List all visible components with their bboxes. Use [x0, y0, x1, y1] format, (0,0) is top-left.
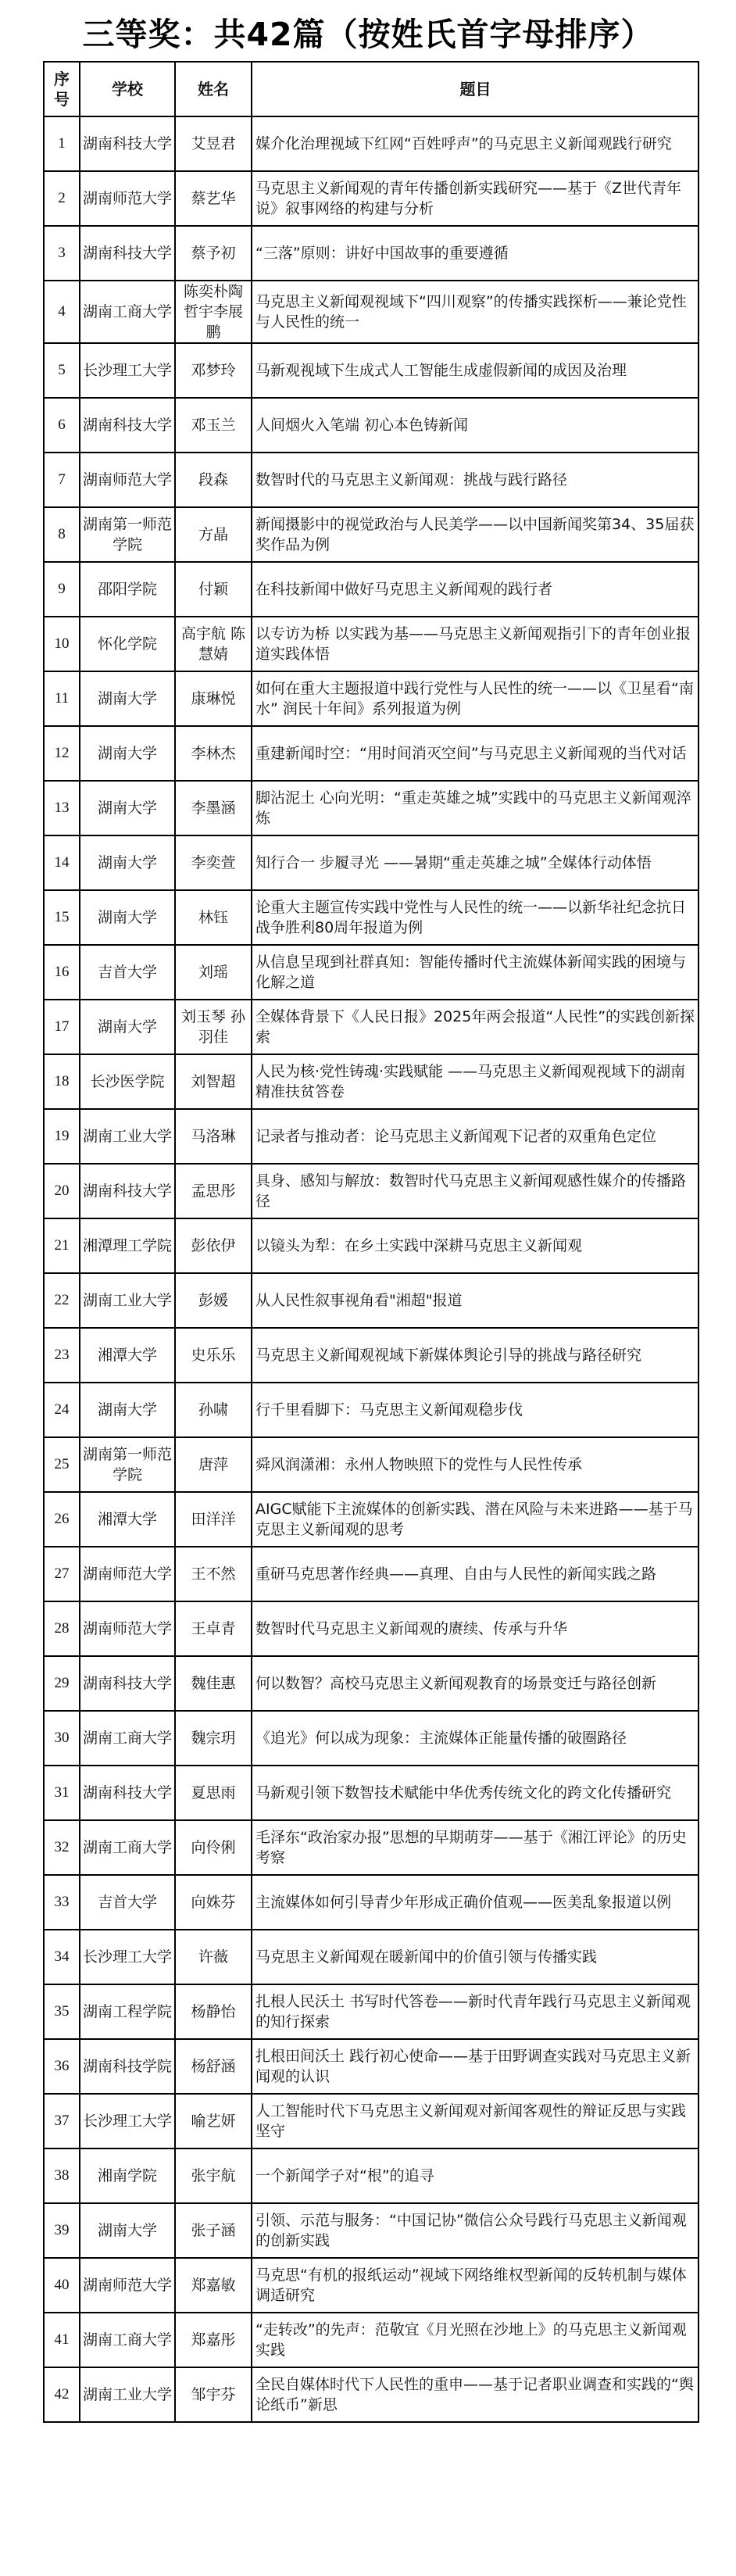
row-name: 艾昱君	[175, 116, 252, 171]
row-title: 以镜头为犁：在乡土实践中深耕马克思主义新闻观	[252, 1218, 698, 1273]
row-title: 数智时代的马克思主义新闻观：挑战与践行路径	[252, 453, 698, 507]
row-name: 林钰	[175, 890, 252, 945]
table-row	[44, 1383, 698, 1437]
table-row	[44, 1492, 698, 1547]
row-number: 6	[44, 398, 80, 453]
row-school: 湖南工程学院	[80, 1984, 175, 2039]
row-name: 付颖	[175, 562, 252, 617]
table-row	[44, 1109, 698, 1164]
row-school: 邵阳学院	[80, 562, 175, 617]
row-name: 唐萍	[175, 1437, 252, 1492]
row-school: 湖南大学	[80, 671, 175, 726]
row-number: 22	[44, 1273, 80, 1328]
row-title: 人间烟火入笔端 初心本色铸新闻	[252, 398, 698, 453]
table-row	[44, 1766, 698, 1820]
row-number: 21	[44, 1218, 80, 1273]
row-school: 湖南师范大学	[80, 2258, 175, 2313]
table-row	[44, 726, 698, 781]
row-title: 马克思主义新闻观视域下新媒体舆论引导的挑战与路径研究	[252, 1328, 698, 1383]
row-name: 向伶俐	[175, 1820, 252, 1875]
row-name: 魏佳惠	[175, 1656, 252, 1711]
row-number: 40	[44, 2258, 80, 2313]
row-title: 何以数智？高校马克思主义新闻观教育的场景变迁与路径创新	[252, 1656, 698, 1711]
table-row	[44, 171, 698, 226]
row-name: 夏思雨	[175, 1766, 252, 1820]
table-row	[44, 1054, 698, 1109]
row-title: 记录者与推动者：论马克思主义新闻观下记者的双重角色定位	[252, 1109, 698, 1164]
row-school: 湖南工业大学	[80, 1109, 175, 1164]
row-title: 毛泽东“政治家办报”思想的早期萌芽——基于《湘江评论》的历史考察	[252, 1820, 698, 1875]
row-school: 长沙理工大学	[80, 343, 175, 398]
row-school: 湖南工商大学	[80, 1711, 175, 1766]
row-name: 蔡艺华	[175, 171, 252, 226]
row-number: 25	[44, 1437, 80, 1492]
row-name: 王卓青	[175, 1601, 252, 1656]
row-school: 长沙理工大学	[80, 2094, 175, 2148]
table-row	[44, 781, 698, 835]
row-name: 张宇航	[175, 2148, 252, 2203]
row-school: 湘潭大学	[80, 1328, 175, 1383]
row-number: 27	[44, 1547, 80, 1601]
row-title: 马克思主义新闻观的青年传播创新实践研究——基于《Z世代青年说》叙事网络的构建与分析	[252, 171, 698, 226]
row-title: 全媒体背景下《人民日报》2025年两会报道“人民性”的实践创新探索	[252, 1000, 698, 1054]
row-school: 怀化学院	[80, 617, 175, 671]
row-number: 37	[44, 2094, 80, 2148]
table-row	[44, 1601, 698, 1656]
row-name: 郑嘉彤	[175, 2313, 252, 2367]
row-name: 彭媛	[175, 1273, 252, 1328]
row-title: 从信息呈现到社群真知：智能传播时代主流媒体新闻实践的困境与化解之道	[252, 945, 698, 1000]
row-name: 康琳悦	[175, 671, 252, 726]
row-title: “三落”原则：讲好中国故事的重要遵循	[252, 226, 698, 281]
row-school: 湖南工商大学	[80, 1820, 175, 1875]
row-number: 9	[44, 562, 80, 617]
row-title: 数智时代马克思主义新闻观的赓续、传承与升华	[252, 1601, 698, 1656]
row-school: 湖南工商大学	[80, 2313, 175, 2367]
row-name: 孙啸	[175, 1383, 252, 1437]
table-row	[44, 1000, 698, 1054]
header-school: 学校	[80, 62, 175, 116]
row-school: 湖南科技大学	[80, 116, 175, 171]
row-number: 24	[44, 1383, 80, 1437]
row-name: 邓梦玲	[175, 343, 252, 398]
row-number: 31	[44, 1766, 80, 1820]
row-number: 35	[44, 1984, 80, 2039]
row-number: 26	[44, 1492, 80, 1547]
row-number: 7	[44, 453, 80, 507]
row-name: 李墨涵	[175, 781, 252, 835]
table-row	[44, 835, 698, 890]
row-school: 湖南大学	[80, 890, 175, 945]
row-number: 3	[44, 226, 80, 281]
row-title: 脚沾泥土 心向光明：“重走英雄之城”实践中的马克思主义新闻观淬炼	[252, 781, 698, 835]
row-name: 郑嘉敏	[175, 2258, 252, 2313]
row-school: 湖南大学	[80, 726, 175, 781]
row-school: 湖南工业大学	[80, 2367, 175, 2422]
row-number: 30	[44, 1711, 80, 1766]
row-title: 重建新闻时空：“用时间消灭空间”与马克思主义新闻观的当代对话	[252, 726, 698, 781]
row-name: 杨舒涵	[175, 2039, 252, 2094]
row-title: 在科技新闻中做好马克思主义新闻观的践行者	[252, 562, 698, 617]
row-title: 新闻摄影中的视觉政治与人民美学——以中国新闻奖第34、35届获奖作品为例	[252, 507, 698, 562]
table-row	[44, 1273, 698, 1328]
row-name: 刘玉琴 孙羽佳	[175, 1000, 252, 1054]
row-number: 19	[44, 1109, 80, 1164]
row-school: 湖南大学	[80, 1000, 175, 1054]
row-title: 马克思主义新闻观视域下“四川观察”的传播实践探析——兼论党性与人民性的统一	[252, 281, 698, 343]
row-name: 李奕萱	[175, 835, 252, 890]
table-row	[44, 2148, 698, 2203]
row-title: 一个新闻学子对“根”的追寻	[252, 2148, 698, 2203]
row-name: 王不然	[175, 1547, 252, 1601]
row-title: 从人民性叙事视角看"湘超"报道	[252, 1273, 698, 1328]
row-school: 湖南工业大学	[80, 1273, 175, 1328]
row-number: 42	[44, 2367, 80, 2422]
row-number: 39	[44, 2203, 80, 2258]
row-number: 32	[44, 1820, 80, 1875]
table-row	[44, 1984, 698, 2039]
row-school: 湖南第一师范学院	[80, 507, 175, 562]
header-name: 姓名	[175, 62, 252, 116]
table-row	[44, 116, 698, 171]
row-title: 引领、示范与服务：“中国记协”微信公众号践行马克思主义新闻观的创新实践	[252, 2203, 698, 2258]
row-title: 扎根人民沃土 书写时代答卷——新时代青年践行马克思主义新闻观的知行探索	[252, 1984, 698, 2039]
table-row	[44, 2039, 698, 2094]
row-title: 马克思“有机的报纸运动”视域下网络维权型新闻的反转机制与媒体调适研究	[252, 2258, 698, 2313]
row-name: 邹宇芬	[175, 2367, 252, 2422]
row-number: 36	[44, 2039, 80, 2094]
row-number: 17	[44, 1000, 80, 1054]
row-name: 段森	[175, 453, 252, 507]
row-school: 湖南科技学院	[80, 2039, 175, 2094]
table-row	[44, 226, 698, 281]
row-number: 8	[44, 507, 80, 562]
table-row	[44, 453, 698, 507]
row-number: 4	[44, 281, 80, 343]
table-row	[44, 1437, 698, 1492]
row-name: 马洛琳	[175, 1109, 252, 1164]
row-name: 杨静怡	[175, 1984, 252, 2039]
row-school: 湘潭大学	[80, 1492, 175, 1547]
table-row	[44, 945, 698, 1000]
row-number: 18	[44, 1054, 80, 1109]
row-title: AIGC赋能下主流媒体的创新实践、潜在风险与未来进路——基于马克思主义新闻观的思考	[252, 1492, 698, 1547]
table-row	[44, 1930, 698, 1984]
row-title: 具身、感知与解放：数智时代马克思主义新闻观感性媒介的传播路径	[252, 1164, 698, 1218]
row-number: 16	[44, 945, 80, 1000]
row-school: 湘潭理工学院	[80, 1218, 175, 1273]
table-row	[44, 2258, 698, 2313]
row-number: 20	[44, 1164, 80, 1218]
row-school: 湖南第一师范学院	[80, 1437, 175, 1492]
table-header-row	[44, 62, 698, 116]
row-name: 魏宗玥	[175, 1711, 252, 1766]
header-no: 序号	[44, 62, 80, 116]
row-number: 15	[44, 890, 80, 945]
row-name: 高宇航 陈慧婧	[175, 617, 252, 671]
row-name: 李林杰	[175, 726, 252, 781]
row-number: 2	[44, 171, 80, 226]
row-school: 湖南科技大学	[80, 1164, 175, 1218]
row-school: 湖南师范大学	[80, 1601, 175, 1656]
row-school: 吉首大学	[80, 1875, 175, 1930]
row-school: 湖南师范大学	[80, 1547, 175, 1601]
table-row	[44, 1328, 698, 1383]
row-school: 吉首大学	[80, 945, 175, 1000]
row-name: 许薇	[175, 1930, 252, 1984]
row-name: 向姝芬	[175, 1875, 252, 1930]
row-title: 主流媒体如何引导青少年形成正确价值观——医美乱象报道以例	[252, 1875, 698, 1930]
row-name: 方晶	[175, 507, 252, 562]
row-school: 长沙理工大学	[80, 1930, 175, 1984]
row-number: 38	[44, 2148, 80, 2203]
row-school: 湘南学院	[80, 2148, 175, 2203]
row-title: 扎根田间沃土 践行初心使命——基于田野调查实践对马克思主义新闻观的认识	[252, 2039, 698, 2094]
table-row	[44, 2313, 698, 2367]
awards-table	[43, 61, 699, 2423]
table-row	[44, 2094, 698, 2148]
row-title: 以专访为桥 以实践为基——马克思主义新闻观指引下的青年创业报道实践体悟	[252, 617, 698, 671]
table-row	[44, 343, 698, 398]
row-school: 湖南师范大学	[80, 453, 175, 507]
row-number: 5	[44, 343, 80, 398]
row-number: 41	[44, 2313, 80, 2367]
table-row	[44, 1820, 698, 1875]
row-title: 如何在重大主题报道中践行党性与人民性的统一——以《卫星看“南水” 润民十年间》系列报道为例	[252, 671, 698, 726]
table-row	[44, 562, 698, 617]
row-title: 论重大主题宣传实践中党性与人民性的统一——以新华社纪念抗日战争胜利80周年报道为例	[252, 890, 698, 945]
row-school: 湖南大学	[80, 2203, 175, 2258]
row-number: 23	[44, 1328, 80, 1383]
table-row	[44, 1656, 698, 1711]
table-row	[44, 398, 698, 453]
table-row	[44, 617, 698, 671]
row-title: 舜风润潇湘：永州人物映照下的党性与人民性传承	[252, 1437, 698, 1492]
row-name: 彭依伊	[175, 1218, 252, 1273]
header-title: 题目	[252, 62, 698, 116]
row-number: 28	[44, 1601, 80, 1656]
row-title: 媒介化治理视域下红网“百姓呼声”的马克思主义新闻观践行研究	[252, 116, 698, 171]
table-row	[44, 1164, 698, 1218]
row-school: 湖南科技大学	[80, 1656, 175, 1711]
row-name: 刘智超	[175, 1054, 252, 1109]
row-name: 邓玉兰	[175, 398, 252, 453]
row-school: 湖南大学	[80, 781, 175, 835]
row-name: 孟思彤	[175, 1164, 252, 1218]
row-title: 行千里看脚下：马克思主义新闻观稳步伐	[252, 1383, 698, 1437]
row-title: 马克思主义新闻观在暖新闻中的价值引领与传播实践	[252, 1930, 698, 1984]
row-school: 湖南师范大学	[80, 171, 175, 226]
row-title: 全民自媒体时代下人民性的重申——基于记者职业调查和实践的“舆论纸币”新思	[252, 2367, 698, 2422]
row-name: 张子涵	[175, 2203, 252, 2258]
row-name: 史乐乐	[175, 1328, 252, 1383]
row-title: 人民为核·党性铸魂·实践赋能 ——马克思主义新闻观视域下的湖南精准扶贫答卷	[252, 1054, 698, 1109]
row-number: 33	[44, 1875, 80, 1930]
table-row	[44, 2367, 698, 2422]
table-row	[44, 1875, 698, 1930]
table-row	[44, 890, 698, 945]
row-school: 湖南大学	[80, 1383, 175, 1437]
row-title: 知行合一 步履寻光 ——暑期“重走英雄之城”全媒体行动体悟	[252, 835, 698, 890]
row-number: 10	[44, 617, 80, 671]
row-number: 14	[44, 835, 80, 890]
row-title: 重研马克思著作经典——真理、自由与人民性的新闻实践之路	[252, 1547, 698, 1601]
row-name: 陈奕朴陶哲宇李展鹏	[175, 281, 252, 343]
row-number: 12	[44, 726, 80, 781]
row-number: 1	[44, 116, 80, 171]
row-name: 喻艺妍	[175, 2094, 252, 2148]
row-number: 13	[44, 781, 80, 835]
row-school: 湖南大学	[80, 835, 175, 890]
row-title: 《追光》何以成为现象：主流媒体正能量传播的破圈路径	[252, 1711, 698, 1766]
table-row	[44, 1547, 698, 1601]
page-title: 三等奖：共42篇（按姓氏首字母排序）	[82, 16, 654, 53]
table-row	[44, 1711, 698, 1766]
row-school: 湖南科技大学	[80, 1766, 175, 1820]
row-name: 蔡予初	[175, 226, 252, 281]
table-row	[44, 281, 698, 343]
row-school: 湖南科技大学	[80, 226, 175, 281]
table-row	[44, 1218, 698, 1273]
table-row	[44, 671, 698, 726]
table-row	[44, 507, 698, 562]
table-row	[44, 2203, 698, 2258]
row-title: 人工智能时代下马克思主义新闻观对新闻客观性的辩证反思与实践坚守	[252, 2094, 698, 2148]
row-school: 长沙医学院	[80, 1054, 175, 1109]
row-number: 29	[44, 1656, 80, 1711]
row-title: 马新观引领下数智技术赋能中华优秀传统文化的跨文化传播研究	[252, 1766, 698, 1820]
row-school: 湖南科技大学	[80, 398, 175, 453]
row-name: 田洋洋	[175, 1492, 252, 1547]
row-title: “走转改”的先声：范敬宜《月光照在沙地上》的马克思主义新闻观实践	[252, 2313, 698, 2367]
row-name: 刘瑶	[175, 945, 252, 1000]
row-title: 马新观视域下生成式人工智能生成虚假新闻的成因及治理	[252, 343, 698, 398]
row-school: 湖南工商大学	[80, 281, 175, 343]
row-number: 11	[44, 671, 80, 726]
row-number: 34	[44, 1930, 80, 1984]
table-body	[44, 116, 698, 2422]
